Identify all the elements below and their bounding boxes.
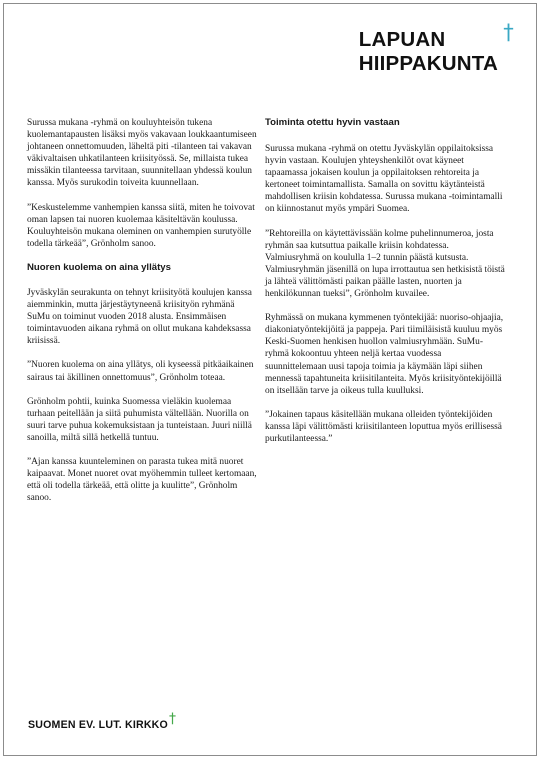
cross-icon: † [168, 711, 177, 727]
paragraph: Jyväskylän seurakunta on tehnyt kriisityötä koulujen kanssa aiemminkin, mutta järjestäytyneenä kriisityön ryhmänä SuMu on toiminut vuoden 2018 alusta. Ensimmäisen toimintavuoden aikana ryhmä on ollut mukana kahdeksassa kriisissä. [27, 287, 252, 347]
paragraph: Grönholm pohtii, kuinka Suomessa vieläkin kuolemaa turhaan peitellään ja siitä puhumista vältellään. Nuorilla on suuri tarve puhua kokemuksistaan ja tunteistaan. Juuri niillä sanoilla, miltä sillä hetkellä tuntuu. [27, 396, 252, 443]
paragraph: ”Ajan kanssa kuunteleminen on parasta tukea mitä nuoret kaipaavat. Monet nuoret ovat myöhemmin tulleet kertomaan, että oli todella tärkeää, että olitte ja kuulitte”, Grönholm sanoo. [27, 456, 257, 504]
section-heading: Toiminta otettu hyvin vastaan [265, 117, 400, 128]
logo-line-1: LAPUAN [358, 28, 446, 51]
paragraph: ”Rehtoreilla on käytettävissään kolme puhelinnumeroa, josta ryhmän saa kutsuttua paikalle kriisin kohdatessa. Valmiusryhmä on koululla 1–2 tunnin päästä kutsusta. Valmiusryhmän jäsenillä on lupa irrottautua sen hetkisistä töistä ja lähteä välittömästi paikan päälle lasten, nuorten ja henkilökunnan tueksi”, Grönholm kuvailee. [265, 228, 505, 300]
cross-icon: † [503, 20, 514, 44]
paragraph: ”Nuoren kuolema on aina yllätys, oli kyseessä pitkäaikainen sairaus tai äkillinen onnettomuus”, Grönholm toteaa. [27, 360, 254, 383]
section-heading: Nuoren kuolema on aina yllätys [27, 261, 171, 273]
footer-text: SUOMEN EV. LUT. KIRKKO [28, 719, 168, 731]
lapuan-hiippakunta-logo [358, 20, 514, 76]
logo-line-2: HIIPPAKUNTA [358, 52, 498, 75]
paragraph: ”Jokainen tapaus käsitellään mukana olleiden työntekijöiden kanssa läpi välittömästi kriisitilanteen loputtua myös erillisessä purkutilanteessa.” [265, 409, 502, 444]
suomen-ev-lut-kirkko-logo [28, 711, 177, 732]
left-column [27, 117, 259, 516]
paragraph: Ryhmässä on mukana kymmenen työntekijää: nuoriso-ohjaajia, diakoniatyöntekijöitä ja pappeja. Pari tiimiläisistä kuuluu myös Keski-Suomen henkisen huollon valmiusryhmään. SuMu-ryhmä kokoontuu yhteen neljä kertaa vuodessa suunnittelemaan uusi tapoja toimia ja käymään läpi siihen mennessä tapahtuneita kriisitilanteita. Myös kriisityöntekijöillä on itsellään tarve ja oikeus tulla kuulluksi. [265, 313, 504, 396]
paragraph: Surussa mukana -ryhmä on otettu Jyväskylän oppilaitoksissa hyvin vastaan. Koulujen yhteyshenkilöt ovat käyneet tapaamassa jokaisen koulun ja oppilaitoksen rehtoreita ja kertoneet toimintamallista. Samalla on sovittu käytänteistä mahdollisen kriisin kohdatessa. Surussa mukana -toimintamalli on kiinnostanut myös ympäri Suomea. [265, 144, 503, 215]
paragraph: ”Keskustelemme vanhempien kanssa siitä, miten he toivovat oman lapsen tai nuoren kuolemaa käsiteltävän koulussa. Kouluyhteisön mukana oleminen on vanhempien surutyölle todella tärkeää”, Grönholm sanoo. [27, 202, 255, 249]
paragraph: Surussa mukana -ryhmä on kouluyhteisön tukena kuolemantapausten lisäksi myös vakavaan loukkaantumiseen johtaneen onnettomuuden, läheltä piti -tilanteen tai vakavan väkivaltaisen uhkatilanteen kriisityössä. Se, millaista tukea missäkin tilanteessa tarvitaan, suunnitellaan yhdessä koulun kanssa. Myös surukodin toiveita kuunnellaan. [27, 118, 257, 189]
document-page [3, 3, 537, 756]
right-column [265, 117, 505, 457]
